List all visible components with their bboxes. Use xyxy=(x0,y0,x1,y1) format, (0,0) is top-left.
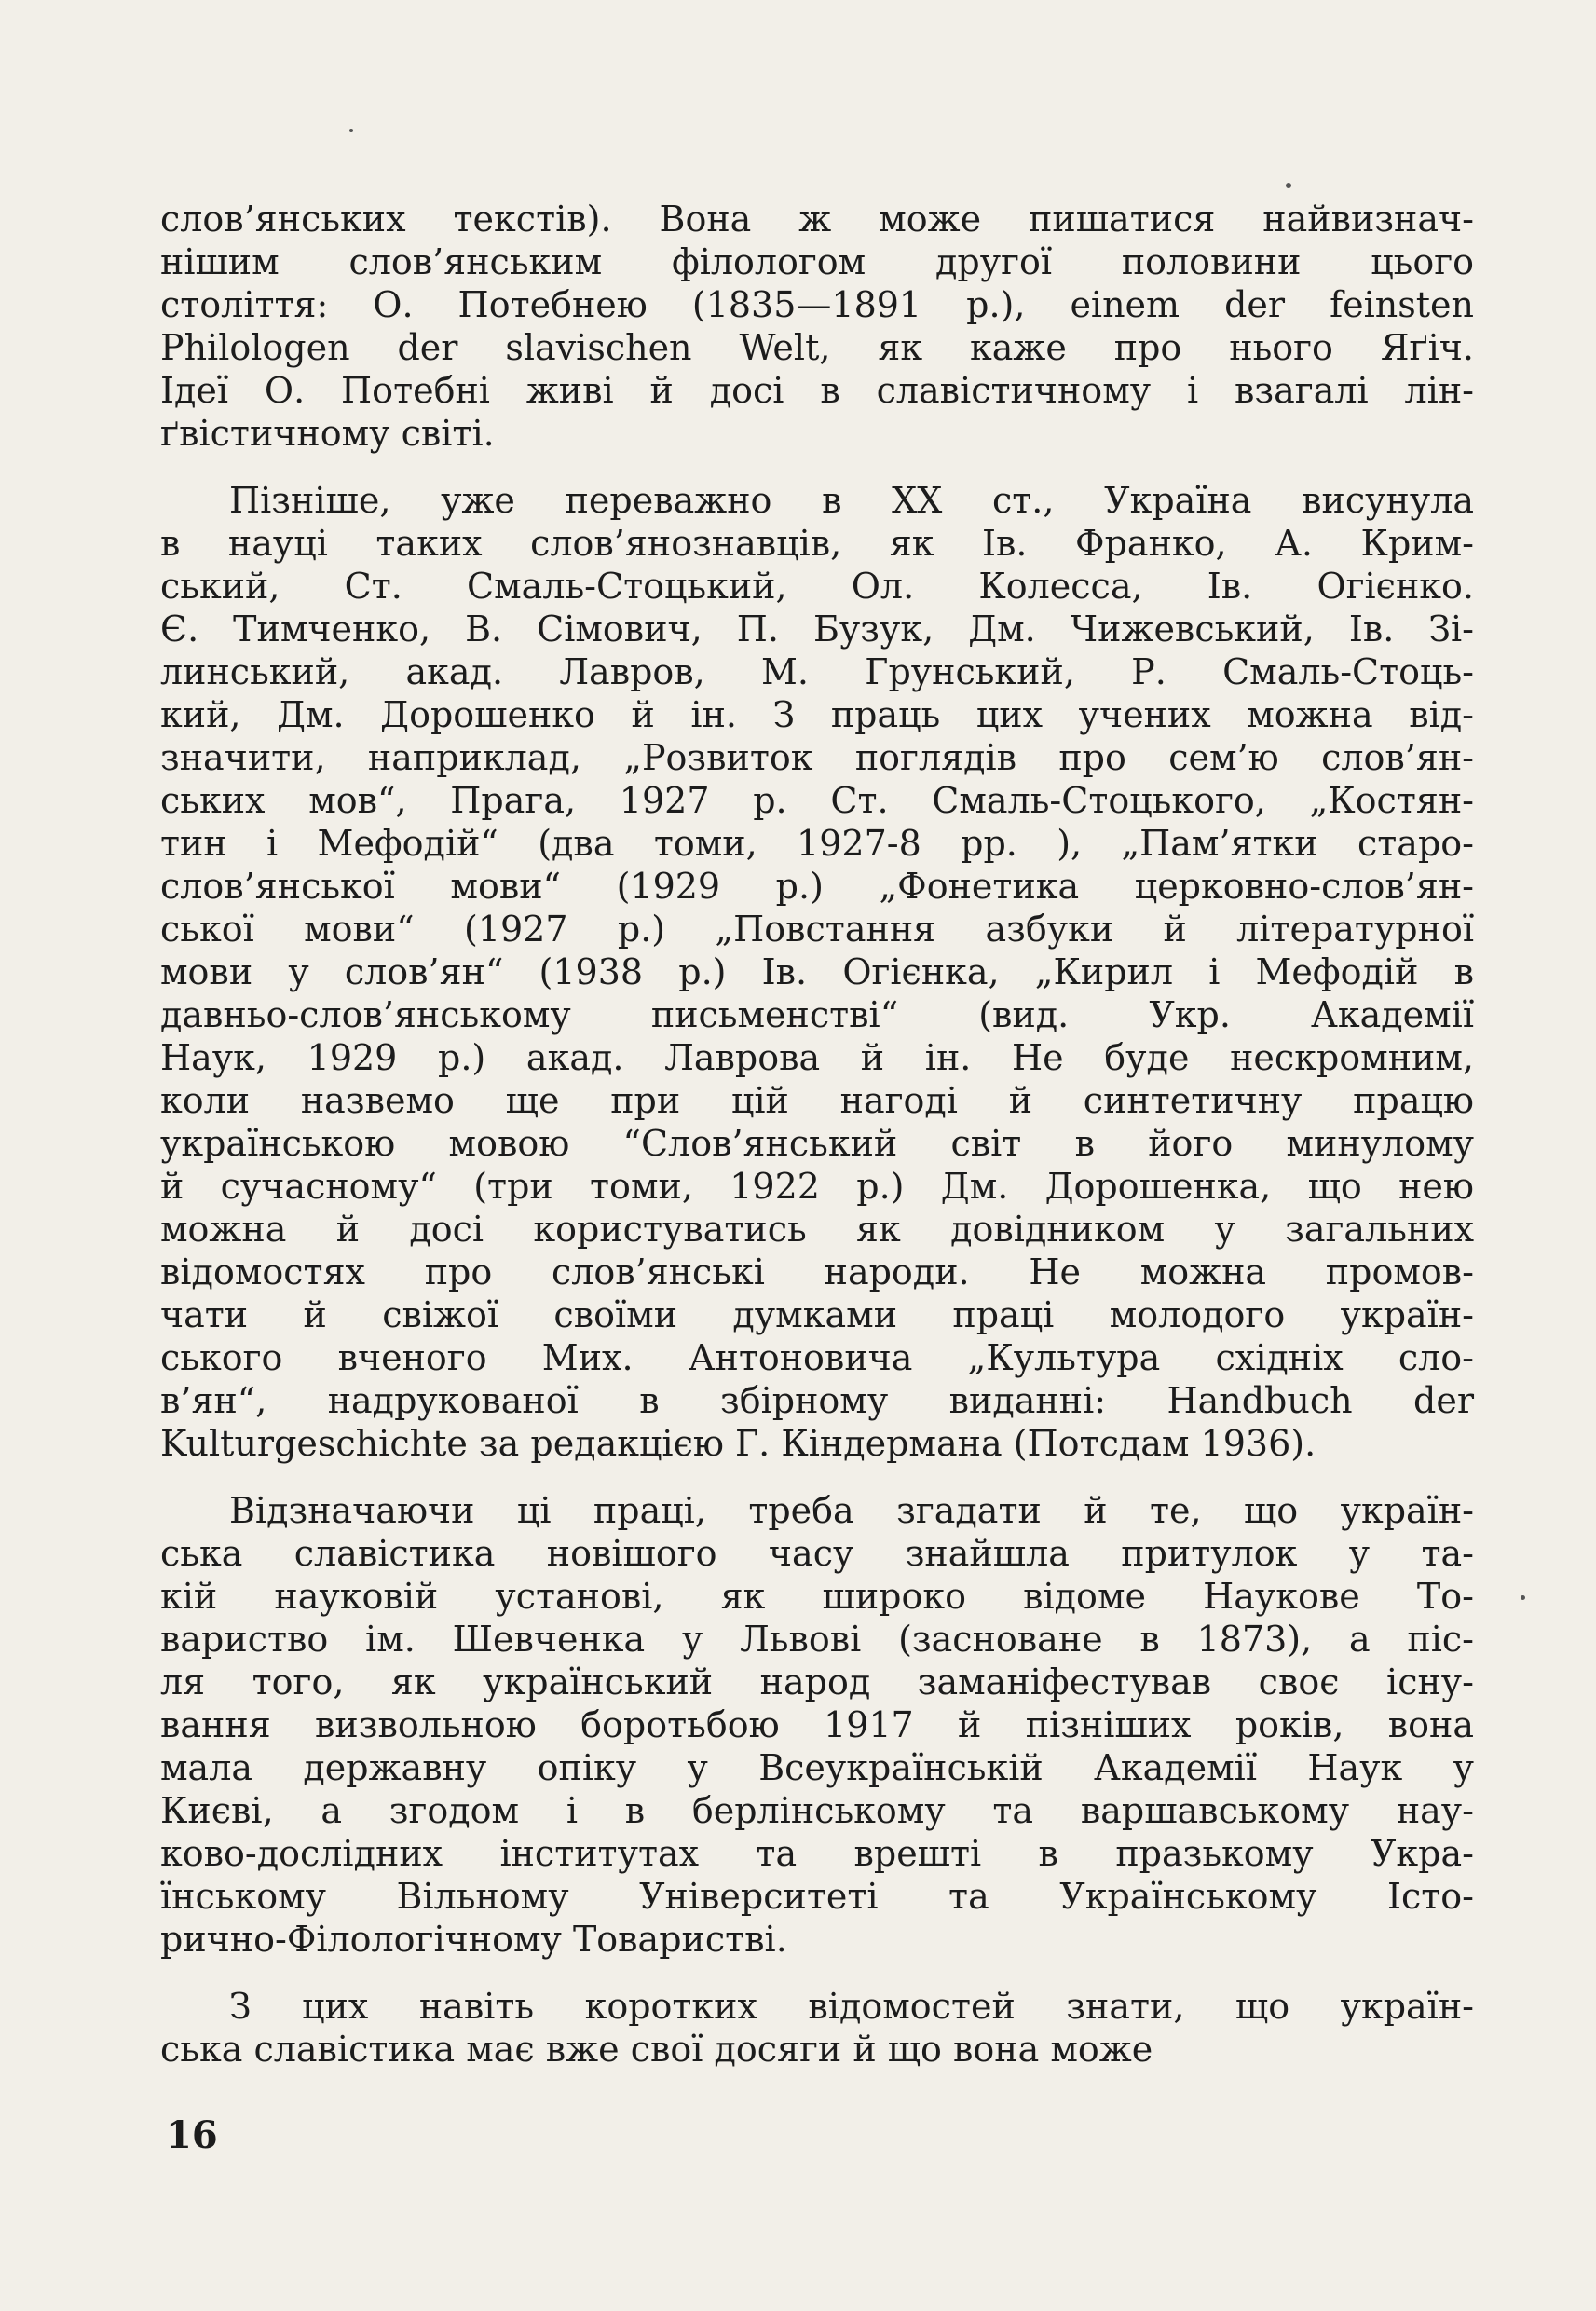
text-line: ських мов“, Прага, 1927 р. Ст. Смаль-Стоцького, „Костян- xyxy=(160,780,1474,821)
print-speck xyxy=(349,129,353,132)
text-line: Відзначаючи ці праці, треба згадати й те, що україн- xyxy=(229,1490,1474,1531)
text-line: чати й свіжої своїми думками праці молодого україн- xyxy=(160,1294,1474,1335)
text-line: ково-дослідних інститутах та врешті в празькому Укра- xyxy=(160,1833,1474,1874)
text-line: слов’янської мови“ (1929 р.) „Фонетика церковно-слов’ян- xyxy=(160,866,1474,907)
paragraph xyxy=(160,1985,1474,2071)
text-line: линський, акад. Лавров, М. Грунський, Р. Смаль-Стоць- xyxy=(160,651,1474,692)
text-line: кий, Дм. Дорошенко й ін. З праць цих учених можна від- xyxy=(160,694,1474,735)
text-line: значити, наприклад, „Розвиток поглядів про сем’ю слов’ян- xyxy=(160,737,1474,778)
text-line: коли назвемо ще при цій нагоді й синтетичну працю xyxy=(160,1080,1474,1121)
text-line: в науці таких слов’янознавців, як Ів. Франко, А. Крим- xyxy=(160,523,1474,564)
text-line: в’ян“, надрукованої в збірному виданні: Handbuch der xyxy=(160,1380,1474,1421)
text-line: вариство ім. Шевченка у Львові (засноване в 1873), а піс- xyxy=(160,1619,1474,1660)
text-line: тин і Мефодій“ (два томи, 1927-8 рр. ), „Пам’ятки старо- xyxy=(160,823,1474,864)
text-line: Philologen der slavischen Welt, як каже про нього Яґіч. xyxy=(160,327,1474,368)
text-line: мови у слов’ян“ (1938 р.) Ів. Огієнка, „Кирил і Мефодій в xyxy=(160,951,1474,992)
text-line: З цих навіть коротких відомостей знати, що україн- xyxy=(229,1986,1474,2027)
text-line: Kulturgeschichte за редакцією Г. Кіндермана (Потсдам 1936). xyxy=(160,1423,1316,1464)
paragraph xyxy=(160,1489,1474,1961)
body-text xyxy=(160,198,1474,2071)
text-line: мала державну опіку у Всеукраїнській Академії Наук у xyxy=(160,1747,1474,1788)
text-line: можна й досі користуватись як довідником у загальних xyxy=(160,1209,1474,1250)
text-line: Пізніше, уже переважно в XX ст., Україна висунула xyxy=(229,480,1474,521)
text-line: ля того, як український народ заманіфестував своє існу- xyxy=(160,1661,1474,1702)
text-line: Ідеї О. Потебні живі й досі в славістичному і взагалі лін- xyxy=(160,370,1474,411)
text-line: давньо-слов’янському письменстві“ (вид. Укр. Академії xyxy=(160,994,1474,1035)
text-line: століття: О. Потебнею (1835—1891 р.), einem der feinsten xyxy=(160,284,1474,325)
page-number: 16 xyxy=(166,2113,218,2157)
text-line: Києві, а згодом і в берлінському та варшавському нау- xyxy=(160,1790,1474,1831)
paragraph xyxy=(160,198,1474,455)
text-line: Є. Тимченко, В. Сімович, П. Бузук, Дм. Чижевський, Ів. Зі- xyxy=(160,609,1474,650)
print-speck xyxy=(1521,1595,1525,1600)
text-line: Наук, 1929 р.) акад. Лаврова й ін. Не буде нескромним, xyxy=(160,1037,1474,1078)
text-line: ська славістика має вже свої досяги й що вона може xyxy=(160,2029,1153,2070)
text-line: слов’янських текстів). Вона ж може пишатися найвизнач- xyxy=(160,198,1474,239)
paragraph xyxy=(160,479,1474,1465)
text-line: українською мовою “Слов’янський світ в його минулому xyxy=(160,1123,1474,1164)
print-speck xyxy=(1286,183,1291,188)
text-line: ська славістика новішого часу знайшла притулок у та- xyxy=(160,1533,1474,1574)
text-line: вання визвольною боротьбою 1917 й пізніших років, вона xyxy=(160,1704,1474,1745)
text-line: нішим слов’янським філологом другої половини цього xyxy=(160,241,1474,282)
text-line: ський, Ст. Смаль-Стоцький, Ол. Колесса, Ів. Огієнко. xyxy=(160,566,1474,607)
text-line: ської мови“ (1927 р.) „Повстання азбуки й літературної xyxy=(160,909,1474,950)
text-line: ського вченого Мих. Антоновича „Культура східніх сло- xyxy=(160,1337,1474,1378)
text-line: відомостях про слов’янські народи. Не можна промов- xyxy=(160,1251,1474,1292)
text-line: рично-Філологічному Товаристві. xyxy=(160,1919,787,1960)
text-line: їнському Вільному Університеті та Українському Істо- xyxy=(160,1876,1474,1917)
text-line: кій науковій установі, як широко відоме Наукове То- xyxy=(160,1576,1474,1617)
text-line: ґвістичному світі. xyxy=(160,413,495,454)
text-line: й сучасному“ (три томи, 1922 р.) Дм. Дорошенка, що нею xyxy=(160,1166,1474,1207)
